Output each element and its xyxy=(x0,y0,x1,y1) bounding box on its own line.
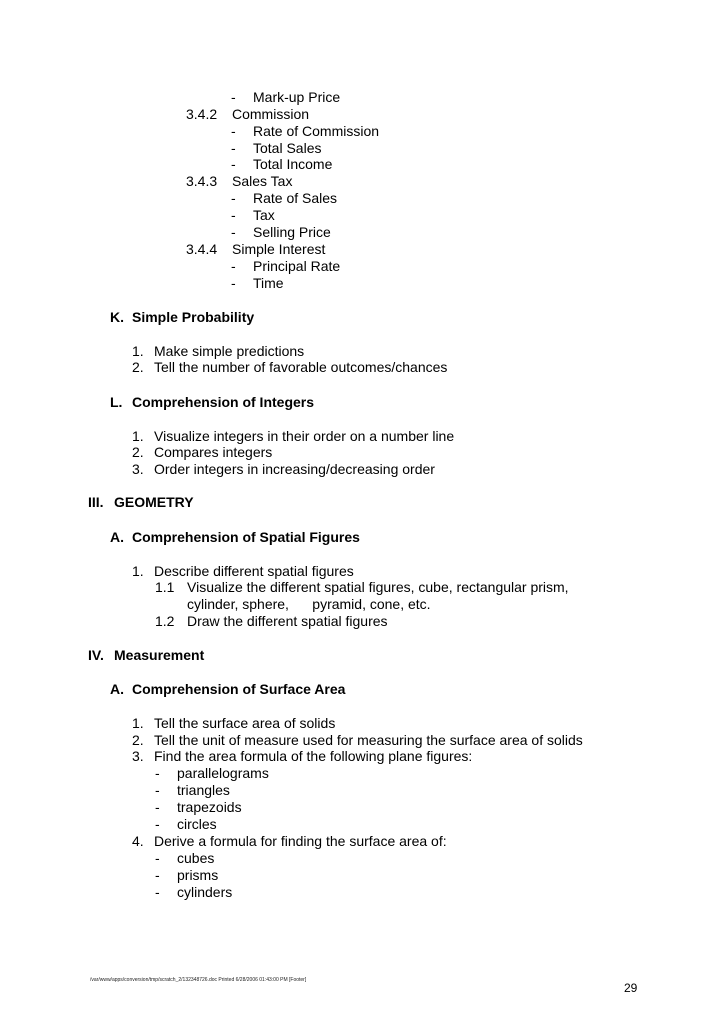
sub-list-item xyxy=(155,579,569,595)
dash: - xyxy=(231,123,236,139)
section-title: Sales Tax xyxy=(232,173,293,189)
section-3-4-3-heading xyxy=(186,173,292,189)
item-text: Make simple predictions xyxy=(154,343,305,359)
item-text: trapezoids xyxy=(177,799,242,815)
list-item xyxy=(231,140,321,156)
section-title: Comprehension of Surface Area xyxy=(132,681,346,697)
item-text: Derive a formula for finding the surface area of: xyxy=(154,833,447,849)
item-text: cylinder, sphere, pyramid, cone, etc. xyxy=(187,596,431,612)
list-item xyxy=(132,444,272,460)
dash: - xyxy=(231,207,236,223)
dash: - xyxy=(231,190,236,206)
item-text: Find the area formula of the following plane figures: xyxy=(154,748,473,764)
item-number: 4. xyxy=(132,833,144,849)
item-text: Draw the different spatial figures xyxy=(187,613,388,629)
item-number: 1.1 xyxy=(155,579,175,595)
section-3-4-2-heading xyxy=(186,106,309,122)
item-text: triangles xyxy=(177,782,230,798)
list-item xyxy=(132,461,435,477)
section-iii-heading xyxy=(88,494,194,510)
item-text: Tax xyxy=(253,207,275,223)
item-text: Visualize the different spatial figures, cube, rectangular prism, xyxy=(187,579,569,595)
list-item xyxy=(231,224,331,240)
section-number: 3.4.4 xyxy=(186,241,218,257)
roman-numeral: IV. xyxy=(88,647,104,663)
section-title: GEOMETRY xyxy=(114,494,194,510)
section-title: Comprehension of Spatial Figures xyxy=(132,529,360,545)
page-number: 29 xyxy=(624,981,638,995)
item-text: Describe different spatial figures xyxy=(154,563,354,579)
sub-list-item xyxy=(155,867,218,883)
roman-numeral: III. xyxy=(88,494,104,510)
list-item xyxy=(231,190,337,206)
list-item xyxy=(231,258,340,274)
section-l-heading xyxy=(110,394,314,410)
item-text: cubes xyxy=(177,850,215,866)
list-item xyxy=(132,563,354,579)
markup-price-item xyxy=(231,89,340,105)
section-iv-a-heading xyxy=(110,681,345,697)
item-text: Visualize integers in their order on a number line xyxy=(154,428,455,444)
list-item xyxy=(132,343,304,359)
item-text: Order integers in increasing/decreasing order xyxy=(154,461,435,477)
section-iii-a-heading xyxy=(110,529,360,545)
section-3-4-4-heading xyxy=(186,241,325,257)
dash: - xyxy=(155,850,160,866)
item-text: Compares integers xyxy=(154,444,273,460)
item-number: 3. xyxy=(132,748,144,764)
item-text: Principal Rate xyxy=(253,258,341,274)
dash: - xyxy=(231,275,236,291)
item-text: cylinders xyxy=(177,884,233,900)
section-title: Commission xyxy=(232,106,310,122)
dash: - xyxy=(155,884,160,900)
item-text: Total Income xyxy=(253,156,333,172)
item-number: 2. xyxy=(132,732,144,748)
section-letter: K. xyxy=(110,309,124,325)
list-item xyxy=(231,123,379,139)
item-text: prisms xyxy=(177,867,219,883)
dash: - xyxy=(231,89,236,105)
item-number: 2. xyxy=(132,359,144,375)
dash: - xyxy=(155,799,160,815)
item-text: Tell the unit of measure used for measuring the surface area of solids xyxy=(154,732,583,748)
section-title: Comprehension of Integers xyxy=(132,394,315,410)
item-text: Time xyxy=(253,275,284,291)
sub-list-item xyxy=(155,884,232,900)
sub-list-item xyxy=(155,816,217,832)
list-item xyxy=(231,156,332,172)
dash: - xyxy=(231,258,236,274)
item-number: 1. xyxy=(132,428,144,444)
list-item xyxy=(231,275,284,291)
sub-list-item xyxy=(155,782,230,798)
item-text: Tell the number of favorable outcomes/chances xyxy=(154,359,448,375)
item-text: parallelograms xyxy=(177,765,269,781)
sub-list-item xyxy=(155,799,242,815)
item-number: 1. xyxy=(132,563,144,579)
section-letter: A. xyxy=(110,681,124,697)
section-iv-heading xyxy=(88,647,204,663)
item-text: Tell the surface area of solids xyxy=(154,715,336,731)
list-item xyxy=(231,207,275,223)
list-item xyxy=(132,833,447,849)
dash: - xyxy=(231,156,236,172)
section-letter: L. xyxy=(110,394,123,410)
section-number: 3.4.2 xyxy=(186,106,218,122)
item-number: 1.2 xyxy=(155,613,175,629)
section-letter: A. xyxy=(110,529,124,545)
sub-list-item xyxy=(155,765,269,781)
dash: - xyxy=(231,140,236,156)
dash: - xyxy=(155,782,160,798)
dash: - xyxy=(155,867,160,883)
item-text: Total Sales xyxy=(253,140,322,156)
section-title: Measurement xyxy=(114,647,205,663)
sub-list-item-continuation xyxy=(187,596,431,612)
item-text: Rate of Commission xyxy=(253,123,380,139)
sub-list-item xyxy=(155,613,388,629)
dash: - xyxy=(231,224,236,240)
sub-list-item xyxy=(155,850,214,866)
item-number: 2. xyxy=(132,444,144,460)
section-k-heading xyxy=(110,309,254,325)
list-item xyxy=(132,748,472,764)
list-item xyxy=(132,732,583,748)
item-text: Selling Price xyxy=(253,224,331,240)
list-item xyxy=(132,359,447,375)
section-title: Simple Probability xyxy=(132,309,255,325)
footer-file-path: /var/www/apps/conversion/tmp/scratch_2/132348726.doc Printed 6/28/2006 01:43:00 PM [Footer] xyxy=(90,977,307,983)
section-number: 3.4.3 xyxy=(186,173,218,189)
list-item xyxy=(132,715,335,731)
dash: - xyxy=(155,765,160,781)
item-number: 1. xyxy=(132,715,144,731)
item-text: Rate of Sales xyxy=(253,190,338,206)
item-text: Mark-up Price xyxy=(253,89,341,105)
item-text: circles xyxy=(177,816,217,832)
item-number: 1. xyxy=(132,343,144,359)
item-number: 3. xyxy=(132,461,144,477)
list-item xyxy=(132,428,454,444)
section-title: Simple Interest xyxy=(232,241,326,257)
dash: - xyxy=(155,816,160,832)
